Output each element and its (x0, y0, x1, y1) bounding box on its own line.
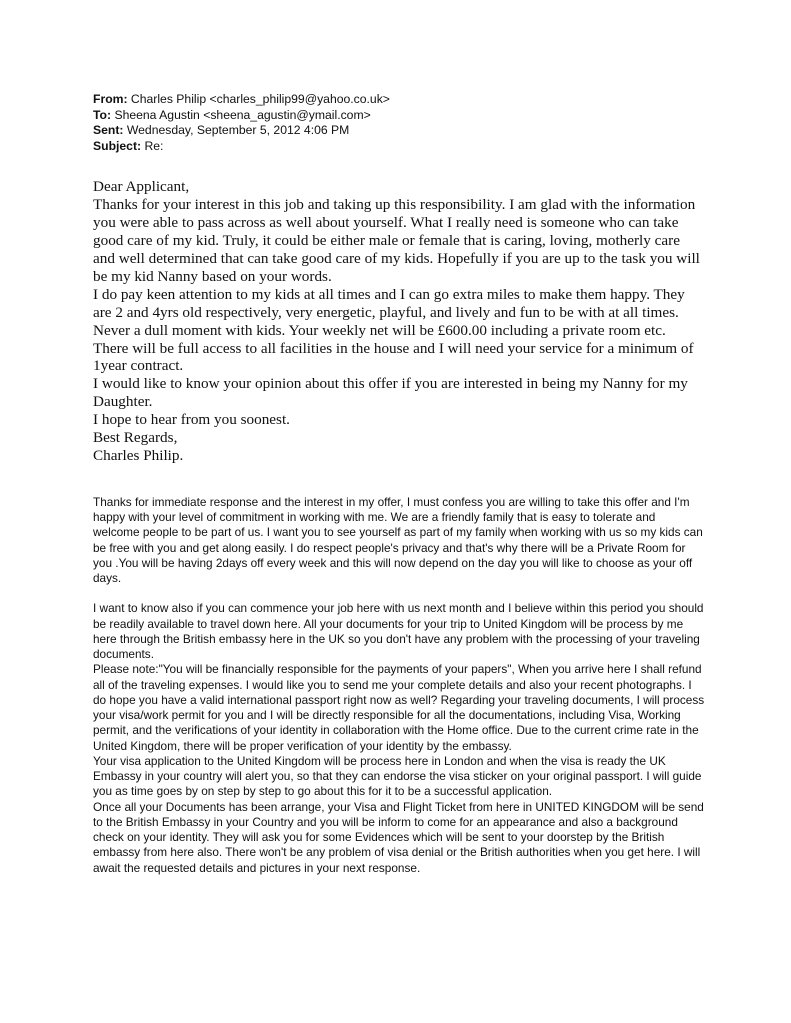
letter-body (93, 178, 703, 465)
letter-signature: Charles Philip. (93, 446, 184, 464)
email-header (93, 92, 703, 154)
sent-label: Sent: (93, 123, 124, 138)
subject-value: Re: (144, 138, 164, 153)
letter-paragraph-4: I hope to hear from you soonest. (93, 411, 290, 429)
letter-paragraph-2: I do pay keen attention to my kids at all times and I can go extra miles to make them happy. They are 2 and 4yrs old respectively, very energetic, playful, and lively and fun to be with at all times. Never a dull moment with kids. Your weekly net will be £600.00 including a private room etc. There will be full access to all facilities in the house and I will need your service for a minimum of 1year contract. (93, 285, 694, 375)
to-label: To: (93, 107, 112, 122)
subject-line (93, 139, 703, 155)
to-value: Sheena Agustin <sheena_agustin@ymail.com> (114, 107, 371, 122)
to-line (93, 108, 703, 124)
reply-paragraph-5: Once all your Documents has been arrange, your Visa and Flight Ticket from here in UNITED KINGDOM will be send to the British Embassy in your Country and you will be inform to come for an appearance and also a background check on your identity. They will ask you for some Evidences which will be sent to your doorstep by the British embassy from here also. There won't be any problem of visa denial or the British authorities when you get here. I will await the requested details and pictures in your next response. (93, 799, 704, 875)
reply-paragraph-1: Thanks for immediate response and the interest in my offer, I must confess you are willing to take this offer and I'm happy with your level of commitment in working with me. We are a friendly family that is easy to tolerate and welcome people to be part of us. I want you to see yourself as part of my family when working with us so my kids can be free with you and get along easily. I do respect people's privacy and that's why there will be a Private Room for you .You will be having 2days off every week and this will now depend on the day you will like to choose as your off days. (93, 494, 703, 586)
letter-paragraph-1: Thanks for your interest in this job and taking up this responsibility. I am glad with the information you were able to pass across as well about yourself. What I really need is someone who can take good care of my kid. Truly, it could be either male or female that is caring, loving, motherly care and well determined that can take good care of my kids. Hopefully if you are up to the task you will be my kid Nanny based on your words. (93, 196, 700, 285)
from-line (93, 92, 703, 108)
from-value: Charles Philip <charles_philip99@yahoo.co.uk> (130, 92, 390, 106)
reply-paragraph-2: I want to know also if you can commence your job here with us next month and I believe within this period you should be readily available to travel down here. All your documents for your trip to United Kingdom will be process by me here through the British embassy here in the UK so you don't have any problem with the processing of your traveling documents. (93, 601, 704, 662)
reply-body (93, 495, 705, 876)
reply-paragraph-3: Please note:"You will be financially responsible for the payments of your papers", When you arrive here I shall refund all of the traveling expenses. I would like you to send me your complete details and also your recent photographs. I do hope you have a valid international passport right now as well? Regarding your traveling documents, I will process your visa/work permit for you and I will be directly responsible for all the documentations, including Visa, Working permit, and the verifications of your identity in collaboration with the Home office. Due to the current crime rate in the United Kingdom, there will be proper verification of your identity by the embassy. (93, 662, 705, 753)
subject-label: Subject: (93, 138, 142, 153)
letter-greeting: Dear Applicant, (93, 178, 190, 196)
letter-paragraph-3: I would like to know your opinion about this offer if you are interested in being my Nanny for my Daughter. (93, 375, 688, 411)
from-label: From: (93, 92, 128, 106)
reply-paragraph-4: Your visa application to the United Kingdom will be process here in London and when the visa is ready the UK Embassy in your country will alert you, so that they can endorse the visa sticker on your original passport. I will guide you as time goes by on step by step to go about this for it to be a successful application. (93, 753, 702, 799)
sent-value: Wednesday, September 5, 2012 4:06 PM (126, 123, 350, 138)
email-document (93, 92, 703, 876)
sent-line (93, 123, 703, 139)
letter-closing: Best Regards, (93, 429, 178, 447)
